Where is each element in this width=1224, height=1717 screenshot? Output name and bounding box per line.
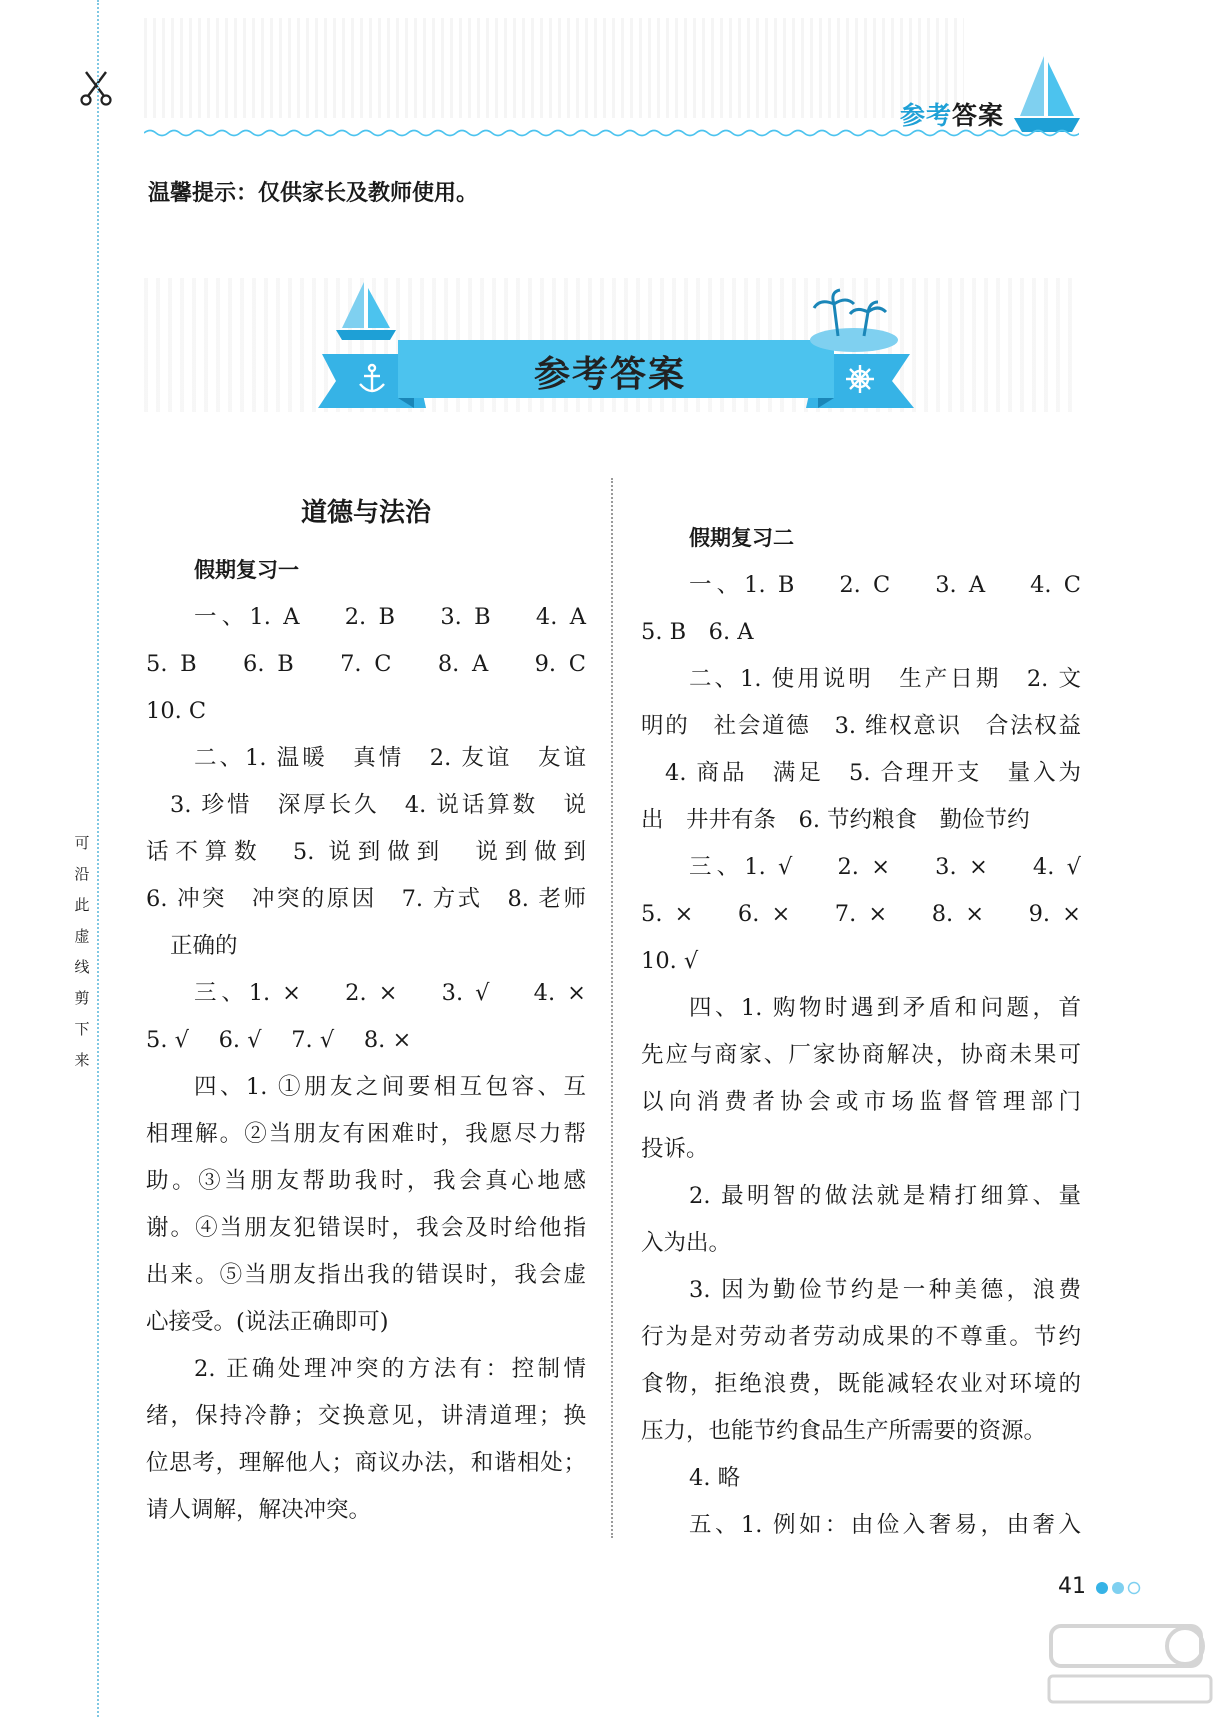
answer-line: 先应与商家、厂家协商解决，协商未果可: [641, 1042, 1081, 1068]
header-watermark: [144, 18, 964, 118]
answer-line: 3. 珍惜 深厚长久 4. 说话算数 说: [170, 792, 586, 818]
scissors-icon: [78, 70, 114, 106]
answer-line: 相理解。②当朋友有困难时，我愿尽力帮: [146, 1121, 586, 1147]
sailboat-icon: [1014, 52, 1080, 134]
answer-line: 四、1. 购物时遇到矛盾和问题，首: [689, 995, 1081, 1021]
answer-line: 请人调解，解决冲突。: [146, 1497, 372, 1523]
section-title: 假期复习二: [689, 526, 794, 550]
answer-line: 助。③当朋友帮助我时，我会真心地感: [146, 1168, 586, 1194]
answer-line: 入为出。: [641, 1230, 732, 1256]
ship-wheel-icon: [846, 365, 874, 393]
answer-line: 5. × 6. × 7. × 8. × 9. ×: [641, 901, 1081, 927]
header-wave-line: [144, 128, 1079, 138]
cut-hint-char: 虚: [74, 927, 90, 945]
answer-line: 三、1. √ 2. × 3. × 4. √: [689, 854, 1081, 880]
cut-hint: [72, 828, 92, 1076]
answer-line: 行为是对劳动者劳动成果的不尊重。节约: [641, 1324, 1081, 1350]
column-divider: [611, 478, 613, 1538]
cut-hint-char: 此: [74, 896, 90, 914]
answer-line: 一、1. A 2. B 3. B 4. A: [194, 604, 586, 630]
answer-line: 正确的: [170, 933, 238, 959]
island-icon: [810, 290, 898, 352]
cut-hint-char: 沿: [74, 865, 90, 883]
cut-hint-char: 下: [74, 1020, 90, 1038]
answer-line: 10. √: [641, 948, 699, 974]
answer-line: 5. B 6. B 7. C 8. A 9. C: [146, 651, 586, 677]
answer-line: 3. 因为勤俭节约是一种美德，浪费: [689, 1277, 1081, 1303]
answer-line: 食物，拒绝浪费，既能减轻农业对环境的: [641, 1371, 1081, 1397]
answer-line: 5. B 6. A: [641, 619, 754, 645]
answer-line: 压力，也能节约食品生产所需要的资源。: [641, 1418, 1047, 1444]
header-title: [900, 96, 1004, 132]
cut-hint-char: 可: [74, 834, 90, 852]
answer-line: 10. C: [146, 698, 207, 724]
site-logo-watermark: [1045, 1620, 1215, 1710]
page-number: 41: [1058, 1574, 1086, 1599]
cut-hint-char: 来: [74, 1051, 90, 1069]
answer-line: 位思考，理解他人；商议办法，和谐相处；: [146, 1450, 586, 1476]
cut-hint-char: 剪: [74, 989, 90, 1007]
answer-line: 投诉。: [641, 1136, 709, 1162]
left-column: [146, 490, 586, 1534]
answer-line: 二、1. 温暖 真情 2. 友谊 友谊: [194, 745, 586, 771]
answer-line: 心接受。(说法正确即可): [146, 1309, 389, 1335]
cut-line: [97, 0, 99, 1717]
answer-line: 绪，保持冷静；交换意见，讲清道理；换: [146, 1403, 586, 1429]
answer-line: 2. 正确处理冲突的方法有：控制情: [194, 1356, 586, 1382]
answer-line: 2. 最明智的做法就是精打细算、量: [689, 1183, 1081, 1209]
answer-line: 以向消费者协会或市场监督管理部门: [641, 1089, 1081, 1115]
usage-tip: 温馨提示：仅供家长及教师使用。: [148, 181, 479, 206]
answer-line: 6. 冲突 冲突的原因 7. 方式 8. 老师: [146, 886, 586, 912]
answer-line: 5. √ 6. √ 7. √ 8. ×: [146, 1027, 412, 1053]
answer-line: 话不算数 5. 说到做到 说到做到: [146, 839, 586, 865]
answer-line: 五、1. 例如：由俭入奢易，由奢入: [689, 1512, 1081, 1538]
cut-hint-char: 线: [74, 958, 90, 976]
answer-line: 二、1. 使用说明 生产日期 2. 文: [689, 666, 1081, 692]
answer-line: 4. 略: [689, 1465, 741, 1491]
subject-title: 道德与法治: [300, 498, 431, 528]
answer-line: 三、1. × 2. × 3. √ 4. ×: [194, 980, 586, 1006]
answer-line: 谢。④当朋友犯错误时，我会及时给他指: [146, 1215, 586, 1241]
section-title: 假期复习一: [194, 558, 299, 582]
page-dots-icon: [1094, 1580, 1146, 1596]
answer-line: 出 井井有条 6. 节约粮食 勤俭节约: [641, 807, 1030, 833]
answer-line: 四、1. ①朋友之间要相互包容、互: [194, 1074, 586, 1100]
header-title-part2: 答案: [952, 101, 1005, 130]
answer-line: 4. 商品 满足 5. 合理开支 量入为: [665, 760, 1081, 786]
answer-line: 出来。⑤当朋友指出我的错误时，我会虚: [146, 1262, 586, 1288]
answer-line: 明的 社会道德 3. 维权意识 合法权益: [641, 713, 1081, 739]
header-title-part1: 参考: [900, 101, 953, 130]
banner-title: 参考答案: [533, 354, 686, 395]
answer-line: 一、1. B 2. C 3. A 4. C: [689, 572, 1081, 598]
right-column: [641, 515, 1081, 1549]
banner-sailboat-icon: [336, 282, 396, 340]
